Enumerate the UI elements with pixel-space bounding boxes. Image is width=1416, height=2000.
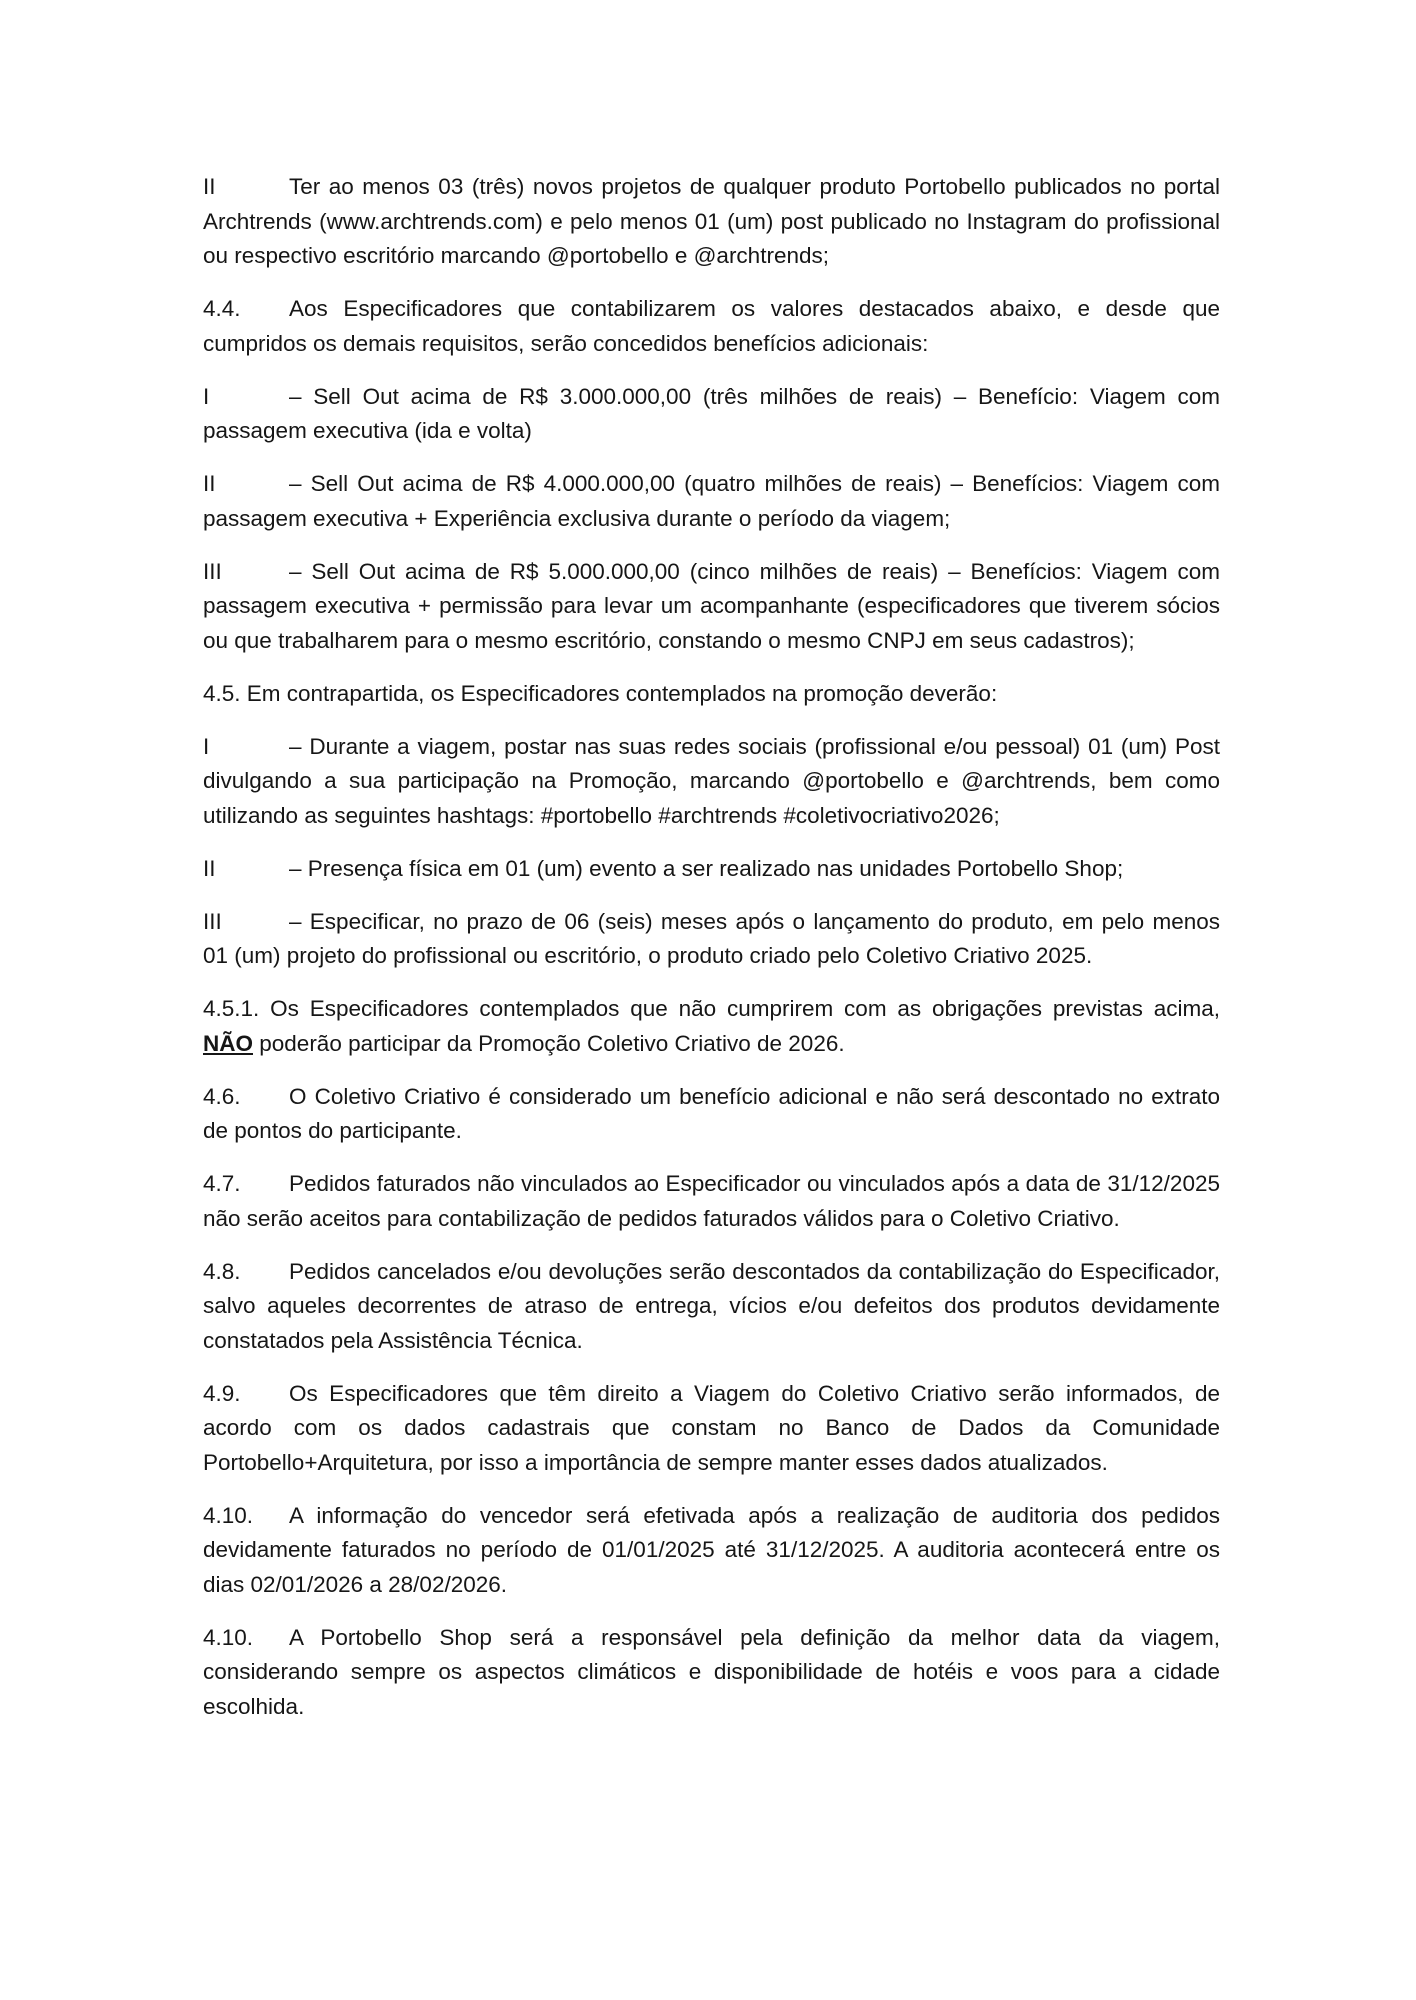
clause-text: – Especificar, no prazo de 06 (seis) meses após o lançamento do produto, em pelo menos 01 (um) projeto do profissional ou escritório, o produto criado pelo Coletivo Criativo 2025. (203, 908, 1220, 968)
obligation-iii (203, 905, 1220, 974)
item-label: 4.6. (203, 1083, 241, 1109)
emphasis-nao: NÃO (203, 1030, 253, 1056)
obligation-ii (203, 852, 1220, 887)
clause-text-prefix: 4.5.1. Os Especificadores contemplados que não cumprirem com as obrigações previstas acima, (203, 996, 1220, 1021)
item-label: II (203, 855, 216, 881)
clause-text: A Portobello Shop será a responsável pela definição da melhor data da viagem, considerando sempre os aspectos climáticos e disponibilidade de hotéis e voos para a cidade escolhida. (203, 1624, 1220, 1719)
clause-text: – Sell Out acima de R$ 4.000.000,00 (quatro milhões de reais) – Benefícios: Viagem com passagem executiva + Experiência exclusiva durante o período da viagem; (203, 471, 1220, 531)
item-label: 4.10. (203, 1624, 254, 1650)
item-label: III (203, 908, 222, 934)
clause-text: – Presença física em 01 (um) evento a ser realizado nas unidades Portobello Shop; (289, 855, 1124, 881)
clause-4-5-1 (203, 992, 1220, 1061)
item-label: 4.4. (203, 296, 241, 321)
clause-4-7 (203, 1167, 1220, 1236)
benefit-tier-ii (203, 467, 1220, 536)
clause-4-10-auditoria (203, 1499, 1220, 1603)
item-label: III (203, 558, 222, 584)
clause-text: Pedidos cancelados e/ou devoluções serão descontados da contabilização do Especificador, salvo aqueles decorrentes de atraso de entrega, vícios e/ou defeitos dos produtos devidamente constatados pela Assistência Técnica. (203, 1258, 1220, 1353)
clause-text: – Sell Out acima de R$ 5.000.000,00 (cinco milhões de reais) – Benefícios: Viagem com passagem executiva + permissão para levar um acompanhante (especificadores que tiverem sócios ou que trabalharem para o mesmo escritório, constando o mesmo CNPJ em seus cadastros); (203, 558, 1220, 653)
clause-text: O Coletivo Criativo é considerado um benefício adicional e não será descontado no extrato de pontos do participante. (203, 1083, 1220, 1143)
benefit-tier-i (203, 380, 1220, 449)
clause-text: Ter ao menos 03 (três) novos projetos de qualquer produto Portobello publicados no portal Archtrends (www.archtrends.com) e pelo menos 01 (um) post publicado no Instagram do profissional ou respectivo escritório marcando @portobello e @archtrends; (203, 174, 1220, 268)
clause-4-6 (203, 1080, 1220, 1149)
clause-text: Pedidos faturados não vinculados ao Especificador ou vinculados após a data de 31/12/2025 não serão aceitos para contabilização de pedidos faturados válidos para o Coletivo Criativo. (203, 1171, 1220, 1231)
clause-4-5 (203, 677, 1220, 712)
clause-text: 4.5. Em contrapartida, os Especificadores contemplados na promoção deverão: (203, 680, 998, 706)
item-label: II (203, 471, 216, 496)
item-label: 4.8. (203, 1258, 241, 1284)
clause-4-9 (203, 1377, 1220, 1481)
clause-text: Os Especificadores que têm direito a Viagem do Coletivo Criativo serão informados, de acordo com os dados cadastrais que constam no Banco de Dados da Comunidade Portobello+Arquitetura, por isso a importância de sempre manter esses dados atualizados. (203, 1380, 1220, 1475)
obligation-i (203, 730, 1220, 834)
clause-text: – Durante a viagem, postar nas suas redes sociais (profissional e/ou pessoal) 01 (um) Post divulgando a sua participação na Promoção, marcando @portobello e @archtrends, bem como utilizando as seguintes hashtags: #portobello #archtrends #coletivocriativo2026; (203, 733, 1220, 828)
benefit-tier-iii (203, 555, 1220, 659)
item-label: I (203, 733, 210, 759)
clause-4-10-viagem (203, 1621, 1220, 1725)
item-label: 4.9. (203, 1380, 241, 1406)
clause-text: A informação do vencedor será efetivada após a realização de auditoria dos pedidos devidamente faturados no período de 01/01/2025 até 31/12/2025. A auditoria acontecerá entre os dias 02/01/2026 a 28/02/2026. (203, 1502, 1220, 1597)
clause-4-8 (203, 1255, 1220, 1359)
item-label: I (203, 383, 210, 409)
clause-text-suffix: poderão participar da Promoção Coletivo Criativo de 2026. (259, 1030, 845, 1056)
clause-text: – Sell Out acima de R$ 3.000.000,00 (três milhões de reais) – Benefício: Viagem com passagem executiva (ida e volta) (203, 383, 1220, 443)
item-label: 4.10. (203, 1502, 254, 1528)
item-label: 4.7. (203, 1171, 241, 1196)
item-label: II (203, 174, 216, 199)
clause-text: Aos Especificadores que contabilizarem os valores destacados abaixo, e desde que cumpridos os demais requisitos, serão concedidos benefícios adicionais: (203, 296, 1220, 356)
clause-4-4 (203, 292, 1220, 361)
clause-ii-archtrends (203, 170, 1220, 274)
